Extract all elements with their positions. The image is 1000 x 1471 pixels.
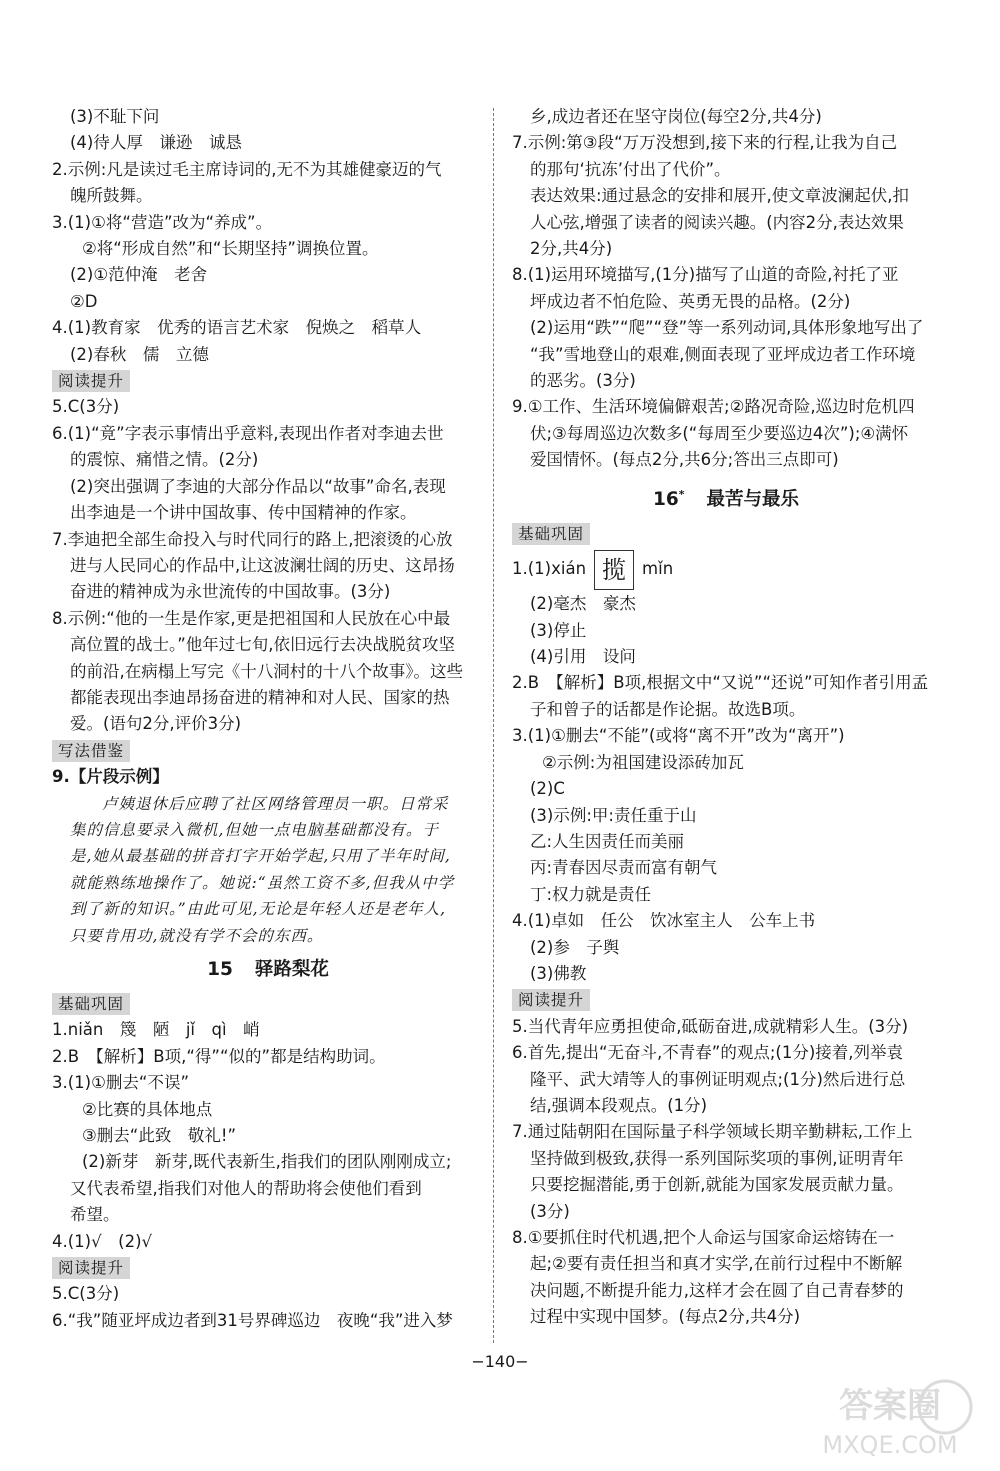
section-tag-reading [512,987,940,1013]
section-tag-label: 阅读提升 [512,989,590,1011]
answer-line: 起;②要有责任担当和真才实学,在前行过程中不断解 [530,1254,903,1274]
answer-line: 只要挖掘潜能,勇于创新,就能为国家发展贡献力量。 [530,1175,904,1195]
answer-line: 乙:人生因责任而美丽 [530,831,685,851]
watermark-logo [790,1365,990,1463]
character-box: 揽 [594,550,634,590]
answer-line: 高位置的战士。”他年过七旬,依旧远行去决战脱贫攻坚 [70,635,456,655]
section-tag-label: 基础巩固 [52,993,130,1015]
answer-line: 8.(1)运用环境描写,(1分)描写了山道的奇险,衬托了亚 [512,265,899,285]
left-column [52,104,484,1334]
answer-line: “我”雪地登山的艰难,侧面表现了亚坪成边者工作环境 [530,344,916,364]
section-tag-reading [52,368,484,394]
sample-paragraph-line: 只要肯用功,就没有学不会的东西。 [70,926,324,945]
answer-line: 人心弦,增强了读者的阅读兴趣。(内容2分,表达效果 [530,212,904,232]
watermark-title: 答案圈 [839,1386,941,1426]
optional-marker: * [678,487,685,501]
answer-line: 3.(1)①删去“不误” [52,1073,190,1093]
answer-line: 4.(1)√ (2)√ [52,1231,153,1251]
answer-line: 又代表希望,指我们对他人的帮助将会使他们看到 [70,1178,422,1198]
answer-line: 5.当代青年应勇担使命,砥砺奋进,成就精彩人生。(3分) [512,1016,909,1036]
answer-line: 1.niǎn 篾 陋 jǐ qì 峭 [52,1020,260,1040]
answer-line: (3)停止 [530,620,587,640]
pinyin-text: 1.(1)xián [512,559,587,579]
answer-line: 乡,成边者还在坚守岗位(每空2分,共4分) [530,107,822,126]
right-column [512,104,940,1331]
answer-line: 决问题,不断提升能力,这样才会在圆了自己青春梦的 [530,1280,904,1300]
answer-line [512,547,940,591]
answer-line: (3)示例:甲:责任重于山 [530,805,697,825]
pinyin-text: mǐn [642,559,674,579]
section-tag-basic [512,521,940,547]
answer-line: 出李迪是一个讲中国故事、传中国精神的作家。 [70,503,417,523]
answer-line: 4.(1)教育家 优秀的语言艺术家 倪焕之 稻草人 [52,318,422,338]
answer-line: 3.(1)①删去“不能”(或将“离不开”改为“离开”) [512,726,845,746]
answer-line: 2分,共4分) [530,239,613,259]
answer-line: (2)运用“跌”“爬”“登”等一系列动词,具体形象地写出了 [530,318,924,338]
answer-line: 5.C(3分) [52,1284,120,1304]
answer-line: 的恶劣。(3分) [530,371,636,391]
sample-paragraph-line: 是,她从最基础的拼音打字开始学起,只用了半年时间, [70,847,451,866]
answer-line: 伏;③每周巡边次数多(“每周至少要巡边4次”);④满怀 [530,423,909,443]
answer-line: 6.首先,提出“无奋斗,不青春”的观点;(1分)接着,列举袁 [512,1043,904,1063]
section-tag-writing [52,738,484,764]
answer-line: 2.B 【解析】B项,根据文中“又说”“还说”可知作者引用孟 [512,673,929,693]
answer-line: 7.李迪把全部生命投入与时代同行的路上,把滚烫的心放 [52,529,453,549]
column-divider [493,108,494,1343]
sample-paragraph-line: 就能熟练地操作了。她说:“虽然工资不多,但我从中学 [70,873,455,892]
answer-line: 子和曾子的话都是作论据。故选B项。 [530,699,806,719]
answer-line: 坚持做到极致,获得一系列国际奖项的事例,证明青年 [530,1148,904,1168]
answer-line: 奋进的精神成为永世流传的中国故事。(3分) [70,582,391,602]
section-tag-reading [52,1255,484,1281]
section-tag-basic [52,991,484,1017]
answer-line: 7.示例:第③段“万万没想到,接下来的行程,让我为自己 [512,133,898,153]
watermark-url: MXQE.COM [822,1431,958,1459]
answer-line: 都能表现出李迪昂扬奋进的精神和对人民、国家的热 [70,687,450,707]
answer-line: (2)春秋 儒 立德 [70,344,209,364]
answer-line: 2.示例:凡是读过毛主席诗词的,无不为其雄健豪迈的气 [52,159,442,179]
answer-line: (4)待人厚 谦逊 诚恳 [70,133,242,153]
answer-line: 9.①工作、生活环境偏僻艰苦;②路况奇险,巡边时危机四 [512,397,915,417]
answer-line: 7.通过陆朝阳在国际量子科学领域长期辛勤耕耘,工作上 [512,1122,913,1142]
page-number: −140− [471,1352,529,1371]
lesson-heading-16 [512,482,940,513]
answer-line: 丙:青春因尽责而富有朝气 [530,858,718,878]
answer-line: (2)毫杰 豪杰 [530,594,636,614]
answer-line: 8.示例:“他的一生是作家,更是把祖国和人民放在心中最 [52,608,451,628]
answer-line: (2)参 子舆 [530,937,620,957]
answer-line: 爱。(语句2分,评价3分) [70,714,242,734]
answer-line: (2)新芽 新芽,既代表新生,指我们的团队刚刚成立; [82,1152,452,1172]
answer-line: ②D [70,291,98,311]
answer-line: (3)不耻下问 [70,107,160,126]
answer-line: 过程中实现中国梦。(每点2分,共4分) [530,1307,801,1327]
answer-line: ②将“形成自然”和“长期坚持”调换位置。 [82,239,379,259]
answer-line: 6.(1)“竟”字表示事情出乎意料,表现出作者对李迪去世 [52,423,444,443]
lesson-heading-15 [52,957,484,983]
answer-line: (4)引用 设问 [530,647,636,667]
answer-line: 丁:权力就是责任 [530,884,652,904]
answer-line: 8.①要抓住时代机遇,把个人命运与国家命运熔铸在一 [512,1228,895,1247]
sample-paragraph-line: 集的信息要录入微机,但她一点电脑基础都没有。于 [70,820,439,839]
section-tag-label: 基础巩固 [512,523,590,545]
answer-line: ②比赛的具体地点 [82,1099,213,1119]
section-tag-label: 写法借鉴 [52,740,130,762]
lesson-number: 16 [652,488,679,510]
answer-line: 的那句‘抗冻’付出了代价”。 [530,159,731,179]
answer-line: 5.C(3分) [52,397,120,417]
answer-line: 的前沿,在病榻上写完《十八洞村的十八个故事》。这些 [70,661,463,681]
answer-line: 希望。 [70,1205,120,1225]
lesson-number: 15 [207,959,233,980]
answer-line: 3.(1)①将“营造”改为“养成”。 [52,212,273,232]
answer-line: 结,强调本段观点。(1分) [530,1095,708,1115]
answer-line: 隆平、武大靖等人的事例证明观点;(1分)然后进行总 [530,1069,906,1089]
answer-line: ②示例:为祖国建设添砖加瓦 [542,752,744,772]
answer-line: 表达效果:通过悬念的安排和展开,使文章波澜起伏,扣 [530,186,910,206]
section-tag-label: 阅读提升 [52,1257,130,1279]
answer-line: (3)佛教 [530,963,587,983]
answer-line: (2)①范仲淹 老舍 [70,265,208,285]
answer-line: 6.“我”随亚坪成边者到31号界碑巡边 夜晚“我”进入梦 [52,1310,453,1330]
answer-line: 魄所鼓舞。 [70,186,153,206]
answer-line: (2)突出强调了李迪的大部分作品以“故事”命名,表现 [70,476,446,496]
answer-line: 2.B 【解析】B项,“得”“似的”都是结构助词。 [52,1046,386,1066]
answer-line: 爱国情怀。(每点2分,共6分;答出三点即可) [530,450,839,470]
answer-line: ③删去“此致 敬礼!” [82,1126,237,1146]
answer-line: 4.(1)卓如 任公 饮冰室主人 公车上书 [512,911,816,931]
answer-line: 坪成边者不怕危险、英勇无畏的品格。(2分) [530,291,851,311]
answer-line: 的震惊、痛惜之情。(2分) [70,450,259,470]
section-tag-label: 阅读提升 [52,370,130,392]
sample-paragraph-line: 卢姨退休后应聘了社区网络管理员一职。日常采 [102,794,449,813]
answer-line: 9.【片段示例】 [52,767,169,787]
lesson-title: 最苦与最乐 [706,488,800,510]
answer-line: (2)C [530,779,565,799]
lesson-title: 驿路梨花 [254,959,329,980]
answer-line: 进与人民同心的作品中,让这波澜壮阔的历史、这昂扬 [70,555,455,575]
sample-paragraph-line: 到了新的知识。”由此可见,无论是年轻人还是老年人, [70,900,447,919]
answer-line: (3分) [530,1201,570,1221]
